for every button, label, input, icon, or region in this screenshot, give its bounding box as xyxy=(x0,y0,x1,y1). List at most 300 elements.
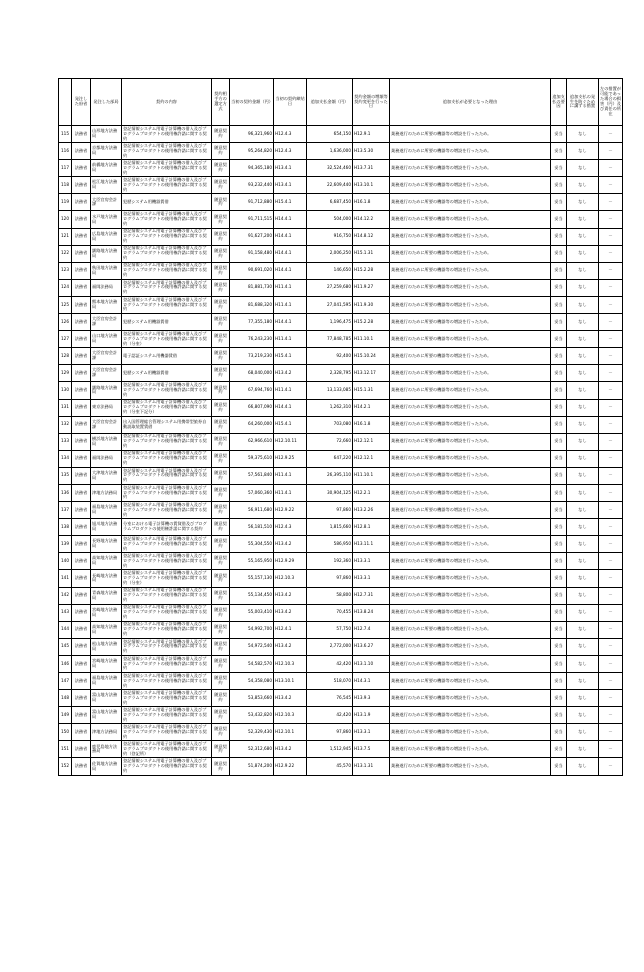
cell-no: 123 xyxy=(59,262,72,279)
cell-reason: 業務遂行のために所要の機器等の増設を行ったため。 xyxy=(390,228,551,245)
cell-content: 登記情報システム用電子計算機の借入及びプログラムプロダクトの使用権許諾に関する契約（分室） xyxy=(122,331,212,348)
cell-additional: 518,070 xyxy=(307,673,353,690)
cell-mark: 妥当 xyxy=(551,519,567,536)
cell-additional: 146,650 xyxy=(307,262,353,279)
cell-mark: 妥当 xyxy=(551,621,567,638)
cell-foresee: なし xyxy=(567,245,599,262)
cell-org: 法務省 xyxy=(72,126,91,143)
cell-amount: 90,691,020 xyxy=(230,262,274,279)
table-row xyxy=(59,399,623,416)
cell-org: 法務省 xyxy=(72,245,91,262)
cell-foresee: なし xyxy=(567,758,599,775)
cell-date: H14.4.1 xyxy=(274,399,307,416)
cell-org: 法務省 xyxy=(72,211,91,228)
cell-content: 登記情報システム用電子計算機の借入及びプログラムプロダクトの使用権許諾に関する契約 xyxy=(122,143,212,160)
cell-changed: H13.7.5 xyxy=(353,741,390,758)
cell-changed: H13.3.1 xyxy=(353,553,390,570)
cell-mark: 妥当 xyxy=(551,433,567,450)
cell-liability: － xyxy=(599,245,623,262)
cell-mark: 妥当 xyxy=(551,690,567,707)
cell-org: 法務省 xyxy=(72,296,91,313)
cell-date: H15.4.1 xyxy=(274,348,307,365)
cell-changed: H11.9.30 xyxy=(353,296,390,313)
cell-org: 法務省 xyxy=(72,690,91,707)
cell-amount: 53,432,820 xyxy=(230,707,274,724)
cell-additional: 192,360 xyxy=(307,553,353,570)
cell-amount: 55,134,450 xyxy=(230,587,274,604)
cell-org: 法務省 xyxy=(72,604,91,621)
cell-additional: 97,860 xyxy=(307,502,353,519)
cell-additional: 1,262,310 xyxy=(307,399,353,416)
table-row xyxy=(59,194,623,211)
cell-no: 116 xyxy=(59,143,72,160)
table-row xyxy=(59,262,623,279)
header-amount: 当初の契約金額（円） xyxy=(230,79,274,126)
cell-changed: H16.1.8 xyxy=(353,416,390,433)
cell-date: H14.4.1 xyxy=(274,228,307,245)
cell-no: 115 xyxy=(59,126,72,143)
cell-liability: － xyxy=(599,382,623,399)
cell-org: 法務省 xyxy=(72,194,91,211)
cell-liability: － xyxy=(599,655,623,672)
header-division: 発注した部局 xyxy=(91,79,122,126)
cell-division: 福島地方法務局 xyxy=(91,673,122,690)
cell-no: 131 xyxy=(59,399,72,416)
cell-foresee: なし xyxy=(567,331,599,348)
cell-amount: 57,561,840 xyxy=(230,467,274,484)
cell-date: H11.4.1 xyxy=(274,279,307,296)
cell-method: 随意契約 xyxy=(212,433,230,450)
cell-date: H12.10.3 xyxy=(274,655,307,672)
cell-method: 随意契約 xyxy=(212,211,230,228)
cell-content: 登記情報システム用電子計算機の借入及びプログラムプロダクトの使用権許諾に関する契約（分室下記分） xyxy=(122,399,212,416)
cell-liability: － xyxy=(599,262,623,279)
cell-mark: 妥当 xyxy=(551,314,567,331)
cell-content: 犯歴システム用機器賃借 xyxy=(122,194,212,211)
cell-date: H12.4.3 xyxy=(274,143,307,160)
cell-date: H13.4.1 xyxy=(274,177,307,194)
cell-amount: 52,312,680 xyxy=(230,741,274,758)
cell-mark: 妥当 xyxy=(551,655,567,672)
cell-mark: 妥当 xyxy=(551,553,567,570)
cell-foresee: なし xyxy=(567,348,599,365)
cell-mark: 妥当 xyxy=(551,177,567,194)
cell-amount: 54,992,700 xyxy=(230,621,274,638)
cell-no: 134 xyxy=(59,450,72,467)
cell-liability: － xyxy=(599,690,623,707)
cell-reason: 業務遂行のために所要の機器等の増設を行ったため。 xyxy=(390,399,551,416)
cell-changed: H12.7.31 xyxy=(353,587,390,604)
cell-org: 法務省 xyxy=(72,399,91,416)
cell-foresee: なし xyxy=(567,467,599,484)
header-org: 発注した府省 xyxy=(72,79,91,126)
cell-amount: 53,853,660 xyxy=(230,690,274,707)
header-changed: 契約金額の増額等契約変更を行った日 xyxy=(353,79,390,126)
cell-date: H14.4.1 xyxy=(274,211,307,228)
cell-reason: 業務遂行のために所要の機器等の増設を行ったため。 xyxy=(390,143,551,160)
cell-org: 法務省 xyxy=(72,758,91,775)
cell-reason: 業務遂行のために所要の機器等の増設を行ったため。 xyxy=(390,245,551,262)
cell-additional: 1,196,475 xyxy=(307,314,353,331)
cell-division: 熊本地方法務局 xyxy=(91,296,122,313)
cell-amount: 73,219,230 xyxy=(230,348,274,365)
cell-changed: H16.1.8 xyxy=(353,194,390,211)
cell-changed: H13.9.3 xyxy=(353,690,390,707)
cell-reason: 業務遂行のために所要の機器等の増設を行ったため。 xyxy=(390,519,551,536)
cell-content: 登記情報システム用電子計算機の借入及びプログラムプロダクトの使用権許諾に関する契約 xyxy=(122,621,212,638)
table-row xyxy=(59,519,623,536)
cell-liability: － xyxy=(599,211,623,228)
cell-foresee: なし xyxy=(567,621,599,638)
cell-content: 登記情報システム用電子計算機の借入及びプログラムプロダクトの使用権許諾に関する契約 xyxy=(122,228,212,245)
cell-reason: 業務遂行のために所要の機器等の増設を行ったため。 xyxy=(390,553,551,570)
cell-division: 大臣官房会計課 xyxy=(91,365,122,382)
cell-foresee: なし xyxy=(567,484,599,501)
contract-table-container xyxy=(58,78,623,776)
cell-foresee: なし xyxy=(567,536,599,553)
cell-additional: 72,660 xyxy=(307,433,353,450)
cell-org: 法務省 xyxy=(72,655,91,672)
cell-no: 138 xyxy=(59,519,72,536)
cell-foresee: なし xyxy=(567,604,599,621)
cell-division: 大臣官房会計課 xyxy=(91,314,122,331)
cell-content: 登記情報システム用電子計算機の借入及びプログラムプロダクトの使用権許諾に関する契約 xyxy=(122,536,212,553)
cell-content: 登記情報システム用電子計算機の借入及びプログラムプロダクトの使用権許諾に関する契約 xyxy=(122,724,212,741)
cell-division: 福島地方法務局 xyxy=(91,502,122,519)
table-row xyxy=(59,433,623,450)
cell-amount: 67,694,760 xyxy=(230,382,274,399)
cell-division: 大臣官房会計課 xyxy=(91,348,122,365)
cell-method: 随意契約 xyxy=(212,160,230,177)
cell-content: 登記情報システム用電子計算機の借入及びプログラムプロダクトの使用権許諾に関する契約（分室） xyxy=(122,570,212,587)
table-row xyxy=(59,211,623,228)
cell-date: H11.4.1 xyxy=(274,296,307,313)
table-row xyxy=(59,536,623,553)
table-row xyxy=(59,416,623,433)
cell-foresee: なし xyxy=(567,126,599,143)
cell-no: 142 xyxy=(59,587,72,604)
cell-foresee: なし xyxy=(567,638,599,655)
cell-changed: H13.2.26 xyxy=(353,502,390,519)
cell-date: H14.4.1 xyxy=(274,314,307,331)
cell-mark: 妥当 xyxy=(551,126,567,143)
cell-no: 139 xyxy=(59,536,72,553)
cell-division: 広島地方法務局 xyxy=(91,228,122,245)
cell-division: 大臣官房会計課 xyxy=(91,416,122,433)
cell-org: 法務省 xyxy=(72,467,91,484)
header-method: 契約相手方の選定方式 xyxy=(212,79,230,126)
cell-additional: 654,150 xyxy=(307,126,353,143)
cell-content: 登記情報システム用電子計算機の借入及びプログラムプロダクトの使用権許諾に関する契約 xyxy=(122,553,212,570)
table-row xyxy=(59,365,623,382)
cell-amount: 91,627,200 xyxy=(230,228,274,245)
cell-changed: H13.6.27 xyxy=(353,638,390,655)
table-row xyxy=(59,143,623,160)
cell-division: 鹿児島地方法務局 xyxy=(91,741,122,758)
cell-method: 随意契約 xyxy=(212,314,230,331)
cell-org: 法務省 xyxy=(72,707,91,724)
cell-mark: 妥当 xyxy=(551,502,567,519)
cell-foresee: なし xyxy=(567,519,599,536)
cell-amount: 62,966,610 xyxy=(230,433,274,450)
cell-content: 登記情報システム用電子計算機の借入及びプログラムプロダクトの使用権許諾に関する契約 xyxy=(122,604,212,621)
table-row xyxy=(59,502,623,519)
cell-additional: 703,080 xyxy=(307,416,353,433)
cell-mark: 妥当 xyxy=(551,296,567,313)
cell-date: H11.4.1 xyxy=(274,382,307,399)
cell-date: H13.4.2 xyxy=(274,638,307,655)
cell-mark: 妥当 xyxy=(551,262,567,279)
cell-org: 法務省 xyxy=(72,673,91,690)
cell-liability: － xyxy=(599,416,623,433)
cell-liability: － xyxy=(599,126,623,143)
cell-date: H12.9.22 xyxy=(274,502,307,519)
cell-changed: H13.1.9 xyxy=(353,707,390,724)
cell-no: 117 xyxy=(59,160,72,177)
cell-division: 青森地方法務局 xyxy=(91,587,122,604)
cell-no: 126 xyxy=(59,314,72,331)
cell-liability: － xyxy=(599,279,623,296)
cell-liability: － xyxy=(599,296,623,313)
cell-foresee: なし xyxy=(567,279,599,296)
cell-org: 法務省 xyxy=(72,553,91,570)
cell-changed: H12.8.1 xyxy=(353,519,390,536)
cell-org: 法務省 xyxy=(72,416,91,433)
cell-division: 松山地方法務局 xyxy=(91,638,122,655)
table-row xyxy=(59,690,623,707)
cell-org: 法務省 xyxy=(72,724,91,741)
cell-reason: 業務遂行のために所要の機器等の増設を行ったため。 xyxy=(390,638,551,655)
cell-reason: 業務遂行のために所要の機器等の増設を行ったため。 xyxy=(390,604,551,621)
cell-changed: H12.7.4 xyxy=(353,621,390,638)
cell-method: 随意契約 xyxy=(212,177,230,194)
cell-division: 富山地方法務局 xyxy=(91,707,122,724)
cell-reason: 業務遂行のために所要の機器等の増設を行ったため。 xyxy=(390,707,551,724)
cell-amount: 55,304,550 xyxy=(230,536,274,553)
cell-foresee: なし xyxy=(567,741,599,758)
cell-additional: 58,800 xyxy=(307,587,353,604)
cell-no: 141 xyxy=(59,570,72,587)
cell-division: 高知地方法務局 xyxy=(91,553,122,570)
cell-foresee: なし xyxy=(567,211,599,228)
cell-foresee: なし xyxy=(567,553,599,570)
cell-reason: 業務遂行のために所要の機器等の増設を行ったため。 xyxy=(390,348,551,365)
cell-date: H11.4.1 xyxy=(274,467,307,484)
cell-date: H13.4.2 xyxy=(274,587,307,604)
cell-amount: 55,157,130 xyxy=(230,570,274,587)
cell-method: 随意契約 xyxy=(212,690,230,707)
cell-content: 登記情報システム用電子計算機の借入及びプログラムプロダクトの使用権許諾に関する契約 xyxy=(122,262,212,279)
cell-date: H12.4.1 xyxy=(274,621,307,638)
cell-method: 随意契約 xyxy=(212,519,230,536)
cell-additional: 97,860 xyxy=(307,724,353,741)
cell-method: 随意契約 xyxy=(212,758,230,775)
cell-amount: 51,874,200 xyxy=(230,758,274,775)
cell-no: 149 xyxy=(59,707,72,724)
cell-changed: H15.1.31 xyxy=(353,245,390,262)
cell-amount: 77,355,180 xyxy=(230,314,274,331)
cell-foresee: なし xyxy=(567,382,599,399)
cell-method: 随意契約 xyxy=(212,365,230,382)
table-row xyxy=(59,245,623,262)
cell-date: H14.4.1 xyxy=(274,262,307,279)
cell-no: 130 xyxy=(59,382,72,399)
cell-content: 電子認証システム用機器賃借 xyxy=(122,348,212,365)
cell-reason: 業務遂行のために所要の機器等の増設を行ったため。 xyxy=(390,211,551,228)
cell-mark: 妥当 xyxy=(551,245,567,262)
cell-division: 津地方法務局 xyxy=(91,484,122,501)
cell-reason: 業務遂行のために所要の機器等の増設を行ったため。 xyxy=(390,467,551,484)
table-row xyxy=(59,467,623,484)
cell-date: H12.9.22 xyxy=(274,758,307,775)
cell-amount: 56,911,680 xyxy=(230,502,274,519)
cell-reason: 業務遂行のために所要の機器等の増設を行ったため。 xyxy=(390,570,551,587)
cell-changed: H14.12.2 xyxy=(353,211,390,228)
cell-changed: H15.2.28 xyxy=(353,314,390,331)
cell-no: 147 xyxy=(59,673,72,690)
cell-date: H13.4.2 xyxy=(274,604,307,621)
cell-foresee: なし xyxy=(567,433,599,450)
cell-amount: 54,582,570 xyxy=(230,655,274,672)
table-row xyxy=(59,177,623,194)
cell-method: 随意契約 xyxy=(212,416,230,433)
cell-method: 随意契約 xyxy=(212,143,230,160)
cell-liability: － xyxy=(599,758,623,775)
cell-liability: － xyxy=(599,673,623,690)
cell-reason: 業務遂行のために所要の機器等の増設を行ったため。 xyxy=(390,621,551,638)
cell-foresee: なし xyxy=(567,655,599,672)
cell-method: 随意契約 xyxy=(212,245,230,262)
cell-additional: 92,400 xyxy=(307,348,353,365)
cell-reason: 業務遂行のために所要の機器等の増設を行ったため。 xyxy=(390,194,551,211)
cell-amount: 95,264,820 xyxy=(230,143,274,160)
cell-foresee: なし xyxy=(567,690,599,707)
cell-liability: － xyxy=(599,314,623,331)
cell-foresee: なし xyxy=(567,673,599,690)
cell-method: 随意契約 xyxy=(212,587,230,604)
cell-division: 高知地方法務局 xyxy=(91,621,122,638)
cell-liability: － xyxy=(599,604,623,621)
table-row xyxy=(59,126,623,143)
cell-changed: H14.3.1 xyxy=(353,673,390,690)
cell-changed: H14.8.12 xyxy=(353,228,390,245)
cell-method: 随意契約 xyxy=(212,724,230,741)
cell-division: 京都地方法務局 xyxy=(91,143,122,160)
cell-content: 登記情報システム用電子計算機の借入及びプログラムプロダクトの使用権許諾に関する契約 xyxy=(122,177,212,194)
cell-method: 随意契約 xyxy=(212,484,230,501)
cell-amount: 55,165,950 xyxy=(230,553,274,570)
cell-division: 大臣官房会計課 xyxy=(91,194,122,211)
cell-additional: 42,420 xyxy=(307,655,353,672)
table-row xyxy=(59,484,623,501)
cell-changed: H11.10.1 xyxy=(353,467,390,484)
cell-reason: 業務遂行のために所要の機器等の増設を行ったため。 xyxy=(390,160,551,177)
cell-additional: 45,570 xyxy=(307,758,353,775)
cell-division: 東京法務局 xyxy=(91,399,122,416)
cell-amount: 93,232,440 xyxy=(230,177,274,194)
cell-liability: － xyxy=(599,553,623,570)
cell-foresee: なし xyxy=(567,365,599,382)
cell-changed: H14.2.1 xyxy=(353,399,390,416)
cell-reason: 業務遂行のために所要の機器等の増設を行ったため。 xyxy=(390,724,551,741)
cell-foresee: なし xyxy=(567,177,599,194)
cell-org: 法務省 xyxy=(72,484,91,501)
cell-division: 宮崎地方法務局 xyxy=(91,655,122,672)
cell-method: 随意契約 xyxy=(212,348,230,365)
cell-liability: － xyxy=(599,228,623,245)
cell-amount: 57,060,360 xyxy=(230,484,274,501)
cell-additional: 77,848,785 xyxy=(307,331,353,348)
cell-foresee: なし xyxy=(567,399,599,416)
cell-org: 法務省 xyxy=(72,228,91,245)
cell-changed: H13.10.1 xyxy=(353,177,390,194)
cell-no: 135 xyxy=(59,467,72,484)
cell-method: 随意契約 xyxy=(212,604,230,621)
cell-additional: 26,395,110 xyxy=(307,467,353,484)
cell-content: 登記情報システム用電子計算機の借入及びプログラムプロダクトの使用権許諾に関する契約 xyxy=(122,673,212,690)
header-reason: 追加支払が必要となった理由 xyxy=(390,79,551,126)
header-foresee: 追加支払の発生を防ぐために講ずる措置 xyxy=(567,79,599,126)
cell-liability: － xyxy=(599,638,623,655)
cell-liability: － xyxy=(599,177,623,194)
table-row xyxy=(59,621,623,638)
cell-liability: － xyxy=(599,160,623,177)
cell-liability: － xyxy=(599,484,623,501)
cell-amount: 64,260,000 xyxy=(230,416,274,433)
cell-org: 法務省 xyxy=(72,177,91,194)
cell-no: 133 xyxy=(59,433,72,450)
cell-date: H15.4.1 xyxy=(274,416,307,433)
cell-amount: 91,712,880 xyxy=(230,194,274,211)
cell-no: 146 xyxy=(59,655,72,672)
cell-mark: 妥当 xyxy=(551,467,567,484)
cell-amount: 56,181,510 xyxy=(230,519,274,536)
cell-reason: 業務遂行のために所要の機器等の増設を行ったため。 xyxy=(390,126,551,143)
cell-liability: － xyxy=(599,143,623,160)
cell-org: 法務省 xyxy=(72,262,91,279)
cell-liability: － xyxy=(599,399,623,416)
cell-amount: 54,972,540 xyxy=(230,638,274,655)
cell-date: H13.10.1 xyxy=(274,673,307,690)
cell-foresee: なし xyxy=(567,502,599,519)
cell-content: 分室における電子計算機の賃貸借及びプログラムプロダクトの使用権許諾に関する契約 xyxy=(122,519,212,536)
cell-mark: 妥当 xyxy=(551,741,567,758)
cell-amount: 59,375,610 xyxy=(230,450,274,467)
cell-mark: 妥当 xyxy=(551,160,567,177)
cell-date: H11.4.1 xyxy=(274,484,307,501)
cell-date: H12.10.11 xyxy=(274,433,307,450)
cell-reason: 業務遂行のために所要の機器等の増設を行ったため。 xyxy=(390,758,551,775)
cell-org: 法務省 xyxy=(72,536,91,553)
cell-date: H12.10.3 xyxy=(274,707,307,724)
cell-liability: － xyxy=(599,502,623,519)
cell-date: H12.10.3 xyxy=(274,570,307,587)
cell-mark: 妥当 xyxy=(551,348,567,365)
cell-content: 登記情報システム用電子計算機の借入及びプログラムプロダクトの使用権許諾に関する契約 xyxy=(122,690,212,707)
cell-mark: 妥当 xyxy=(551,587,567,604)
cell-division: 山口地方法務局 xyxy=(91,331,122,348)
cell-liability: － xyxy=(599,467,623,484)
cell-reason: 業務遂行のために所要の機器等の増設を行ったため。 xyxy=(390,314,551,331)
cell-liability: － xyxy=(599,365,623,382)
cell-amount: 52,329,430 xyxy=(230,724,274,741)
cell-no: 148 xyxy=(59,690,72,707)
cell-date: H13.4.2 xyxy=(274,536,307,553)
cell-foresee: なし xyxy=(567,450,599,467)
cell-foresee: なし xyxy=(567,587,599,604)
cell-date: H13.4.1 xyxy=(274,160,307,177)
cell-additional: 76,545 xyxy=(307,690,353,707)
